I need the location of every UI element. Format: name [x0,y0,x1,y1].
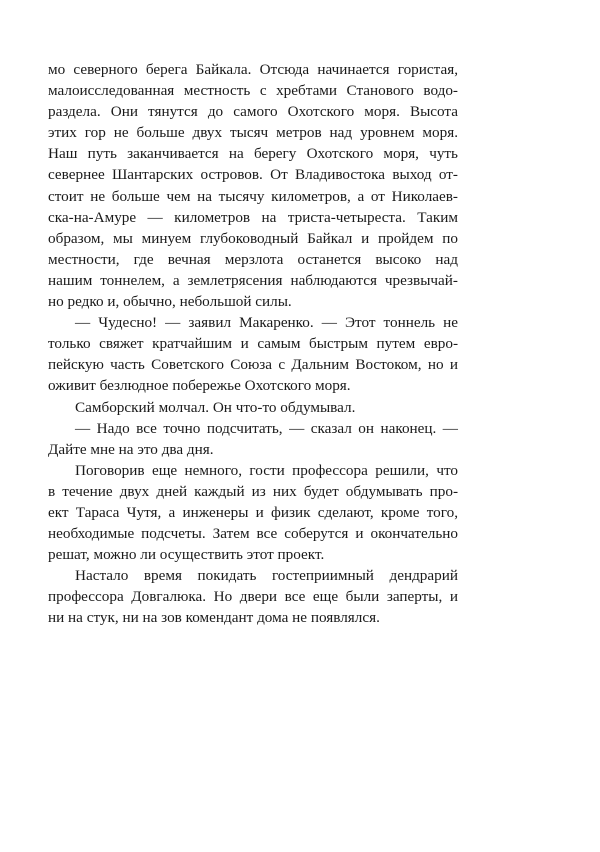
text-line: профессора Довгалюка. Но двери все еще были заперты, и [48,588,458,606]
text-line: мо северного берега Байкала. Отсюда начинается гористая, [48,61,458,78]
paragraph-1 [48,59,458,312]
paragraph-5 [48,460,458,565]
text-line: севернее Шантарских островов. От Владивостока выход от- [48,166,458,184]
paragraph-6 [48,565,458,628]
text-line: решат, можно ли осуществить этот проект. [48,546,325,564]
text-line: — Чудесно! — заявил Макаренко. — Этот тоннель не [75,314,458,332]
text-line: стоит не больше чем на тысячу километров, а от Николаев- [48,187,458,205]
text-line: в течение двух дней каждый из них будет обдумывать про- [48,482,458,500]
text-line: Дайте мне на это два дня. [48,440,214,458]
text-line: пейскую часть Советского Союза с Дальним Востоком, но и [48,356,458,374]
text-line: ни на стук, ни на зов комендант дома не появлялся. [48,609,380,627]
paragraph-4 [48,418,458,460]
text-line: местности, где вечная мерзлота останется высоко над [48,250,458,268]
paragraph-2 [48,312,458,396]
text-line: Настало время покидать гостеприимный дендрарий [75,567,458,585]
text-line: но редко и, обычно, небольшой силы. [48,293,292,311]
text-line: необходимые подсчеты. Затем все соберутся и окончательно [48,525,458,543]
paragraph-3 [48,397,458,418]
text-line: образом, мы минуем глубоководный Байкал и пройдем по [48,229,458,247]
text-line: только свяжет кратчайшим и самым быстрым путем евро- [48,335,458,353]
text-line: оживит безлюдное побережье Охотского моря. [48,377,351,395]
text-line: Самборский молчал. Он что-то обдумывал. [75,398,356,416]
text-line: нашим тоннелем, а землетрясения наблюдаются чрезвычай- [48,271,458,289]
text-line: ект Тараса Чутя, а инженеры и физик сделают, кроме того, [48,503,458,521]
text-line: ска-на-Амуре — километров на триста-четыреста. Таким [48,208,458,226]
text-line: раздела. Они тянутся до самого Охотского моря. Высота [48,103,458,121]
text-line: Поговорив еще немного, гости профессора решили, что [75,461,458,479]
page-text [48,59,458,629]
text-line: — Надо все точно подсчитать, — сказал он наконец. — [75,419,458,437]
text-line: этих гор не больше двух тысяч метров над уровнем моря. [48,124,458,142]
text-line: Наш путь заканчивается на берегу Охотского моря, чуть [48,145,458,163]
text-line: малоисследованная местность с хребтами Станового водо- [48,82,458,100]
